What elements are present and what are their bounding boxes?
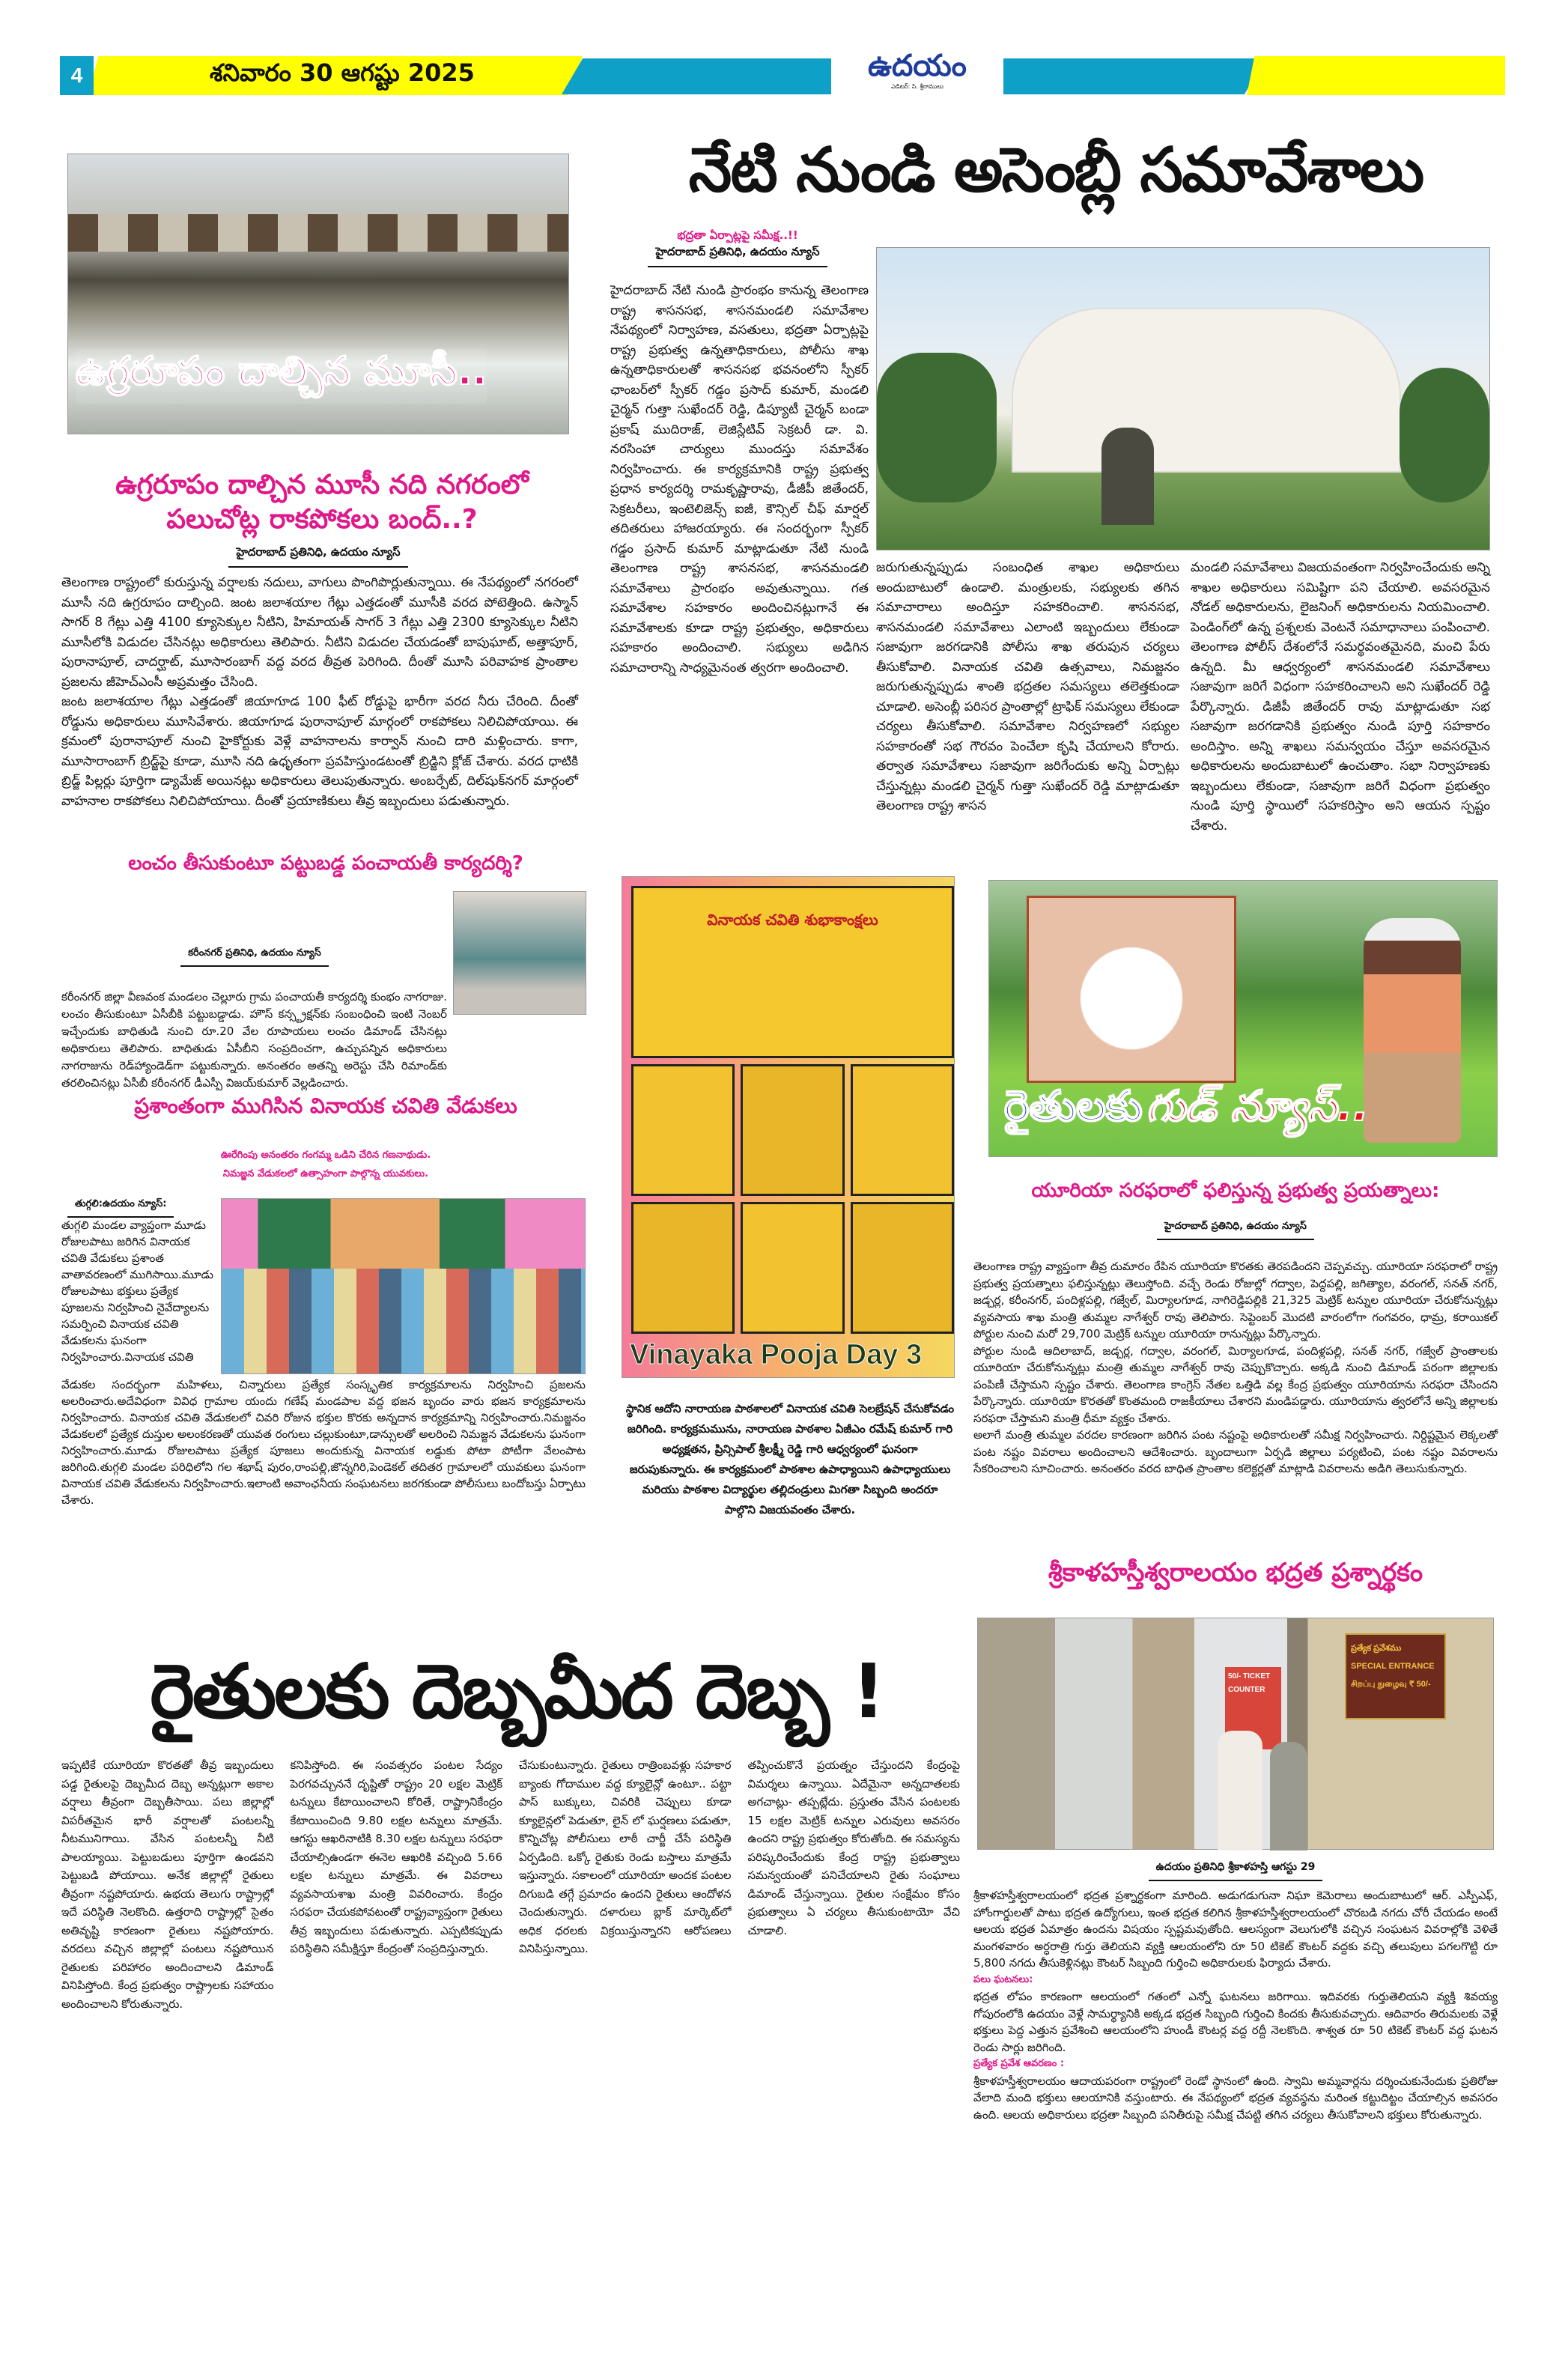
subhead: ప్రత్యేక ప్రవేశ ఆవరణం : bbox=[973, 2058, 1065, 2069]
temple-counter-photo bbox=[977, 1618, 1494, 1850]
paragraph: భద్రత లోపం కారణంగా ఆలయంలో గతంలో ఎన్నో ఘటనలు జరిగాయి. ఇదివరకు గుర్తుతెలియని వ్యక్తి శివయ్య గోపురంలోకి ఉదయం వెళ్లే సామర్థ్యానికి అక్కడ భద్రత సిబ్బంది గుర్తించి కిందకు తీసుకువచ్చారు. ఆదివారం తిరుమలకు వెళ్లే భక్తులు పెద్ద ఎత్తున ప్రవేశించి ఆలయంలోని హుండీ కౌంటర్ల వద్ద రద్దీ నెలకొంది. శాశ్వత రూ 50 టికెట్ కౌంటర్ వద్ద ఘటన రెండు సార్లు జరిగింది. bbox=[973, 1990, 1498, 2054]
byline-text: హైదరాబాద్ ప్రతినిధి, ఉదయం న్యూస్ bbox=[228, 545, 407, 568]
subhead: పలు ఘటనలు: bbox=[973, 1973, 1033, 1985]
paragraph: అలాగే మంత్రి తుమ్మల వరదల కారణంగా జరిగిన పంట నష్టంపై అధికారులతో సమీక్ష నిర్వహించారు. నిర్దిష్టమైన లెక్కలతో పంట నష్టం వివరాలు అందించాలని ఆదేశించారు. బృందాలుగా ఏర్పడి జిల్లాలు పర్యటించి, పంట నష్టం వివరాలను సేకరించాలని సూచించారు. అనంతరం వరద బాధిత ప్రాంతాల కలెక్టర్లతో మాట్లాడి వివరాలను అడిగి తెలుసుకున్నారు. bbox=[973, 1428, 1498, 1475]
byline-text: తుగ్గలి:ఉదయం న్యూస్: bbox=[67, 1198, 174, 1218]
lead-column-2: జరుగుతున్నప్పుడు సంబంధిత శాఖల అధికారులు అందుబాటులో ఉండాలి. మంత్రులకు, సభ్యులకు తగిన సమాచారాలు అందిస్తూ సహకరించాలి. శాసనసభ, శాసనమండలి సమావేశాలు ఎలాంటి ఇబ్బందులు లేకుండా సజావుగా జరగడానికి పోలీసు శాఖ తరుపున చర్యలు తీసుకోవాలి. వినాయక చవితి ఉత్సవాలు, నిమజ్జనం జరుగుతున్నప్పుడు శాంతి భద్రతల సమస్యలు తలెత్తకుండా చూడాలి. అసెంబ్లీ పరిసర ప్రాంతాల్లో ట్రాఫిక్ సమస్యలు లేకుండా చర్యలు తీసుకోవాలి. సమావేశాల నిర్వహణలో సభ్యుల సహకారంతో సభ గౌరవం పెంచేలా కృషి చేయాలని కోరారు. తర్వాత సమావేశాలు సజావుగా జరిగేందుకు అన్ని ఏర్పాట్లు చేస్తున్నట్లు మండలి చైర్మన్ గుత్తా సుఖేందర్ రెడ్డి మాట్లాడుతూ తెలంగాణ రాష్ట్ర శాసన bbox=[876, 560, 1179, 813]
paragraph: తెలంగాణ రాష్ట్రంలో కురుస్తున్న వర్షాలకు నదులు, వాగులు పొంగిపొర్లుతున్నాయి. ఈ నేపథ్యంలో నగరంలో మూసీ నది ఉగ్రరూపం దాల్చింది. జంట జలాశయాల గేట్లు ఎత్తడంతో మూసీకి వరద పోటెత్తింది. ఉస్మాన్ సాగర్ 8 గేట్లు ఎత్తి 4100 క్యూసెక్కుల నీటిని, హిమాయత్ సాగర్ 3 గేట్లు ఎత్తి 2300 క్యూసెక్కుల నీటిని మూసీలోకి విడుదల చేసినట్లు అధికారులు తెలిపారు. నీటిని విడుదల చేయడంతో బాపుఘాట్, అత్తాపూర్, పురానాపూల్, చాదర్ఘాట్, మూసారంబాగ్ వద్ద వరద తీవ్రత పెరిగింది. దీంతో మూసి పరివాహక ప్రాంతాల ప్రజలను జీహెచ్ఎంసీ అప్రమత్తం చేసింది. bbox=[61, 575, 578, 690]
musi-river-photo bbox=[67, 154, 569, 434]
urea-byline bbox=[973, 1221, 1498, 1240]
farmers-column: చేసుకుంటున్నారు. రైతులు రాత్రింబవళ్లు సహకార బ్యాంకు గోదాముల వద్ద క్యూలైన్లో ఉంటూ.. పట్టా పాస్ బుక్కులు, చివరికి చెప్పులు కూడా క్యూలైన్లలో పెడుతూ, లైన్ లో ఘర్షణలు పడుతూ, కొన్నిచోట్ల పోలీసులు లాఠీ చార్జీ చేసే పరిస్థితి ఏర్పడింది. ఒక్కో రైతుకు రెండు బస్తాలు మాత్రమే ఇస్తున్నారు. సకాలంలో యూరియా అందక పంటల దిగుబడి తగ్గే ప్రమాదం ఉందని రైతులు ఆందోళన చెందుతున్నారు. దళారులు బ్లాక్ మార్కెట్‌లో అధిక ధరలకు విక్రయిస్తున్నారని ఆరోపణలు వినిపిస్తున్నాయి. bbox=[519, 1758, 732, 1955]
youth-group-photo bbox=[221, 1198, 586, 1374]
vinayaka-byline bbox=[67, 1198, 180, 1218]
byline-text: హైదరాబాద్ ప్రతినిధి, ఉదయం న్యూస్ bbox=[648, 245, 827, 267]
musi-headline: ఉగ్రరూపం దాల్చిన మూసీ నది నగరంలో పలుచోట్ల రాకపోకలు బంద్..? bbox=[115, 470, 529, 535]
farmers-column: ఇప్పటికే యూరియా కొరతతో తీవ్ర ఇబ్బందులు పడ్డ రైతులపై దెబ్బమీద దెబ్బ అన్నట్లుగా అకాల వర్షాలు తీవ్రంగా దెబ్బతీసాయి. పలు జిల్లాల్లో విపరీతమైన భారీ వర్షాలతో పంటలన్నీ నీటమునిగాయి. వేసిన పంటలన్నీ నీటి పాలయ్యాయి. పెట్టుబడులు పూర్తిగా ఉండవని పెట్టుబడి పోయాయి. అనేక జిల్లాల్లో రైతులు తీవ్రంగా నష్టపోయారు. ఉభయ తెలుగు రాష్ట్రాల్లో ఇదే పరిస్థితి నెలకొంది. ఉత్తరాది రాష్ట్రాల్లో సైతం అతివృష్టి కారణంగా రైతులు నష్టపోయారు. వరదలు వచ్చిన జిల్లాల్లో పంటలు నష్టపోయిన రైతులకు పరిహారం అందించాలని డిమాండ్ వినిపిస్తోంది. కేంద్ర ప్రభుత్వం రాష్ట్రాలకు సహాయం అందించాలని కోరుతున్నారు. bbox=[61, 1758, 274, 2011]
sign-telugu: ప్రత్యేక ప్రవేశము bbox=[1351, 1644, 1402, 1653]
paragraph: శ్రీకాళహస్తీశ్వరాలయం ఆదాయపరంగా రాష్ట్రంలో రెండో స్థానంలో ఉంది. స్వామి అమ్మవార్లను దర్శించుకునేందుకు ప్రతిరోజు వేలాది మంది భక్తులు ఆలయానికి వస్తుంటారు. ఈ నేపథ్యంలో భద్రత వ్యవస్థను మరింత కట్టుదిట్టం చేయాల్సిన అవసరం ఉంది. ఆలయ అధికారులు భద్రతా సిబ్బంది పనితీరుపై సమీక్ష చేపట్టి తగిన చర్యలు తీసుకోవాలని భక్తులు కోరుతున్నారు. bbox=[973, 2074, 1498, 2122]
lead-subhead: భద్రతా ఏర్పాట్లపై సమీక్ష..!! bbox=[677, 228, 798, 242]
header-band-right bbox=[1247, 56, 1505, 95]
vinayaka-subheads bbox=[67, 1146, 584, 1183]
subhead: ఊరేగింపు అనంతరం గంగమ్మ ఒడిని చేరిన గణనాథుడు. bbox=[220, 1150, 431, 1161]
bribe-byline bbox=[64, 947, 446, 967]
musi-photo-caption: ఉగ్రరూపం దాల్చిన మూసీ.. bbox=[76, 349, 487, 404]
temple-byline bbox=[973, 1861, 1498, 1881]
paragraph: పోర్టుల నుండి ఆదిలాబాద్, జడ్చర్ల, గద్వాల, వరంగల్, మిర్యాలగూడ, పందిళ్లపల్లి, సనత్ నగర్, గజ్వేల్ ప్రాంతాలకు యూరియా చేరుకోనున్నట్లు మంత్రి తుమ్మల నాగేశ్వర్ రావు చెప్పుకొచ్చారు. అక్కడి నుంచి డిమాండ్ పరంగా జిల్లాలకు పంపిణీ చేస్తామని స్పష్టం చేశారు. తెలంగాణ కాంగ్రెస్ నేతల ఒత్తిడి వల్ల కేంద్ర ప్రభుత్వం యూరియాను సరఫరా చేసిందని పేర్కొన్నారు. యూరియా కొరతతో కొంతమంది రాజకీయాలు చేశారని మండిపడ్డారు. యూరియాను త్వరలోనే అన్ని జిల్లాలకు సరఫరా చేస్తామని మంత్రి ధీమా వ్యక్తం చేశారు. bbox=[973, 1344, 1498, 1425]
issue-date: శనివారం 30 ఆగష్టు 2025 bbox=[210, 58, 475, 87]
farmers-body bbox=[61, 1756, 960, 2352]
bribe-headline: లంచం తీసుకుంటూ పట్టుబడ్డ పంచాయతీ కార్యదర్శి? bbox=[128, 852, 523, 875]
temple-body bbox=[973, 1887, 1498, 2352]
farmers-column: కనిపిస్తోంది. ఈ సంవత్సరం పంటల సేద్యం పెరగవచ్చుననే దృష్టితో రాష్ట్రం 20 లక్షల మెట్రిక్ టన్నులు కేటాయించాలని కోరితే, రాష్ట్రానికేంద్రం కేటాయించింది 9.80 లక్షల టన్నులు మాత్రమే. ఆగస్టు ఆఖరినాటికి 8.30 లక్షల టన్నులు సరఫరా చేయాల్సిఉండగా ఈనెల ఆఖరికి వచ్చింది 5.66 లక్షల టన్నులు మాత్రమే. ఈ వివరాలు వ్యవసాయశాఖ మంత్రి వివరించారు. కేంద్రం సరఫరా చేయకపోవటంతో రాష్ట్రవ్యాప్తంగా రైతులు తీవ్ర ఇబ్బందులు పడుతున్నారు. ఎప్పటికప్పుడు పరిస్థితిని సమీక్షిస్తూ కేంద్రంతో సంప్రదిస్తున్నారు. bbox=[290, 1758, 502, 1955]
photo-text-farmers: రైతులకు bbox=[1004, 1082, 1143, 1131]
vinayaka-body-2: వేడుకల సందర్భంగా మహిళలు, చిన్నారులు ప్రత్యేక సంస్కృతిక కార్యక్రమాలను నిర్వహించి ప్రజలను అలరించారు.అదేవిధంగా వివిధ గ్రామాల యందు గణేష్ మండపాల వద్ద భజన బృందం వారు భజన కార్యక్రమాలను నిర్వహించారు. వినాయక చవితి వేడుకలలో చివరి రోజున భక్తుల కొరకు అన్నదాన కార్యక్రమాన్ని నిర్వహించారు.నిమజ్జనం వేడుకలలో ప్రత్యేక దుస్తుల అలంకరణతో యువత రంగులు చల్లుకుంటూ,డాన్సులతో అలరించి నిమజ్జన వేడుకలను ఘనంగా నిర్వహించారు.మూడు రోజులపాటు ప్రత్యేక పూజలు అందుకున్న వినాయక లడ్డుకు పోటా పోటీగా వేలంపాట జరిగింది.తుగ్గలి మండల పరిధిలోని గల శభాష్ పురం,రాంపల్లి,జొన్నగిరి,పెండెకల్ తదితర గ్రామాలలో యువకులు ఘనంగా వినాయక చవితి వేడుకలను నిర్వహించారు.ఇలాంటి అవాంఛనీయ సంఘటనలు జరగకుండా పోలీసులు బందోబస్తు ఏర్పాటు చేశారు. bbox=[61, 1378, 586, 1507]
byline-text: హైదరాబాద్ ప్రతినిధి, ఉదయం న్యూస్ bbox=[1157, 1221, 1314, 1240]
lead-byline bbox=[610, 245, 865, 267]
logo-subtext: ఎడిటర్: సి. శ్రీరాములు bbox=[891, 83, 943, 90]
farmers-headline: రైతులకు దెబ్బమీద దెబ్బ ! bbox=[150, 1648, 884, 1735]
musi-byline bbox=[67, 545, 569, 568]
accused-photo bbox=[453, 891, 586, 1015]
temple-headline: శ్రీకాళహస్తీశ్వరాలయం భద్రత ప్రశ్నార్థకం bbox=[1048, 1558, 1423, 1588]
assembly-building-photo bbox=[876, 247, 1490, 550]
special-entrance-sign bbox=[1345, 1633, 1446, 1719]
lead-column-3: మండలి సమావేశాలు విజయవంతంగా నిర్వహించేందుకు అన్ని శాఖల అధికారులు సమిష్టిగా పని చేయాలి. అవసరమైన నోడల్ అధికారులను, లైజనింగ్ అధికారులను నియమించాలి. పెండింగ్‌లో ఉన్న ప్రశ్నలకు వెంటనే సమాధానాలు పంపించాలి. తెలంగాణ పోలీస్ దేశంలోనే సమర్థవంతమైనది, మంచి పేరు ఉన్నది. మీ ఆధ్వర్యంలో శాసనమండలి సమావేశాలు సజావుగా జరిగే విధంగా సహకరించాలని అని సుఖేందర్ రెడ్డి పేర్కొన్నారు. డిజీపీ జితేందర్ రావు మాట్లాడుతూ సభ సజావుగా జరగడానికి ప్రభుత్వం నుండి పూర్తి సహకారం అందిస్తాం. అన్ని శాఖలు సమన్వయం చేస్తూ అవసరమైన అధికారులను అందుబాటులో ఉంచుతాం. సభా నిర్వాహణకు ఇబ్బందులు లేకుండా, సజావుగా జరిగే విధంగా ప్రభుత్వం నుండి పూర్తి స్థాయిలో సహకరిస్తాం అని ఆయన స్పష్టం చేశారు. bbox=[1191, 560, 1490, 834]
paragraph: శ్రీకాళహస్తీశ్వరాలయంలో భద్రత ప్రశ్నార్థకంగా మారింది. అడుగడుగునా నిఘా కెమెరాలు అందుబాటులో ఆర్. ఎస్పీఎఫ్, హోంగార్డులతో పాటు భద్రత ఉద్యోగులు, ఇంత భద్రత కలిగిన శ్రీకాళహస్తీశ్వరాలయంలో చొరబడి నగదు చోరీ చేయడం అంటే ఆలయ భద్రత ఏమాత్రం ఉందను విషయం స్పష్టమవుతోంది. ఆలస్యంగా వెలుగులోకి వచ్చిన సంఘటన వివరాల్లోకి వెళితే మంగళవారం అర్ధరాత్రి గుర్తు తెలియని వ్యక్తి ఆలయంలోని రూ 50 టికెట్ కౌంటర్ వద్దకు వచ్చి తలుపులు పగలగొట్టి రూ 5,800 నగదు తీసుకెళ్లినట్లు కౌంటర్ సిబ్బంది గుర్తించి అధికారులకు ఫిర్యాదు చేశారు. bbox=[973, 1889, 1498, 1970]
pooja-photo-caption: Vinayaka Pooja Day 3 bbox=[630, 1339, 923, 1370]
sign-english: SPECIAL ENTRANCE bbox=[1351, 1662, 1435, 1671]
farmers-column: తప్పించుకొనే ప్రయత్నం చేస్తుందని కేంద్రంపై విమర్శలు ఉన్నాయి. ఏదేమైనా అన్నదాతలకు అగచాట్లు- తప్పట్లేదు. ప్రస్తుతం వేసిన పంటలకు 15 లక్షల మెట్రిక్ టన్నుల ఎరువులు అవసరం ఉందని రాష్ట్ర ప్రభుత్వం కోరుతోంది. ఈ సమస్యను పరిష్కరించేందుకు కేంద్ర రాష్ట్ర ప్రభుత్వాలు సమన్వయంతో పనిచేయాలని రైతు సంఘాలు డిమాండ్ చేస్తున్నాయి. రైతుల సంక్షేమం కోసం ప్రభుత్వాలు ఏ చర్యలు తీసుకుంటాయో వేచి చూడాలి. bbox=[747, 1758, 960, 1937]
page-number: 4 bbox=[60, 56, 94, 95]
byline-text: కరీంనగర్ ప్రతినిధి, ఉదయం న్యూస్ bbox=[180, 947, 328, 967]
byline-text: ఉదయం ప్రతినిధి శ్రీకాళహస్తి ఆగస్టు 29 bbox=[1149, 1861, 1323, 1881]
musi-body bbox=[61, 573, 578, 809]
subhead: నిమజ్జన వేడుకలలో ఉత్సాహంగా పాల్గొన్న యువకులు. bbox=[222, 1168, 429, 1180]
paragraph: జంట జలాశయాల గేట్లు ఎత్తడంతో జియాగూడ 100 ఫీట్ రోడ్డుపై భారీగా వరద నీరు చేరింది. దీంతో రోడ్డును అధికారులు మూసివేశారు. జియాగూడ పురానాపూల్ మార్గంలో రాకపోకలు నిలిచిపోయాయి. ఈ క్రమంలో పురానాపూల్ నుంచి హైకోర్టుకు వెళ్లే వాహనాలను కార్వాన్ నుంచి దారి మళ్లించారు. కాగా, మూసారాంబాగ్ బ్రిడ్జ్‌పై కూడా, మూసి నది ఉధృతంగా ప్రవహిస్తుండటంతో బ్రిడ్జిని క్లోజ్ చేశారు. వరద ధాటికి బ్రిడ్జ్ పిల్లర్లు పూర్తిగా డ్యామేజ్ అయినట్లు అధికారులు తెలుపుతున్నారు. అంబర్పేట్, దిల్‌షుక్‌నగర్ మార్గంలో వాహనాల రాకపోకలు నిలిచిపోయాయి. దీంతో ప్రయాణికులు తీవ్ర ఇబ్బందులు పడుతున్నారు. bbox=[61, 694, 578, 809]
ticket-counter-sign: 50/- TICKET COUNTER bbox=[1225, 1667, 1281, 1749]
logo-text: ఉదయం bbox=[868, 49, 967, 83]
masthead-logo bbox=[831, 49, 1003, 97]
photo-text-good-news: గుడ్ న్యూస్.. bbox=[1146, 1082, 1369, 1131]
urea-headline: యూరియా సరఫరాలో ఫలిస్తున్న ప్రభుత్వ ప్రయత్నాలు: bbox=[1031, 1180, 1440, 1202]
lead-headline: నేటి నుండి అసెంబ్లీ సమావేశాలు bbox=[688, 135, 1423, 206]
vinayaka-headline: ప్రశాంతంగా ముగిసిన వినాయక చవితి వేడుకలు bbox=[134, 1093, 517, 1118]
pooja-caption: స్థానిక ఆదోని నారాయణ పాఠశాలలో వినాయక చవితి సెలబ్రేషన్ చేసుకోవడం జరిగింది. కార్యక్రమమును, నారాయణ పాఠశాల ఏజీఎం రమేష్ కుమార్ గారి అధ్యక్షతన, ప్రిన్సిపాల్ శ్రీలక్ష్మీ రెడ్డి గారి ఆధ్వర్యంలో ఘనంగా జరుపుకున్నారు. ఈ కార్యక్రమంలో పాఠశాల ఉపాధ్యాయిని ఉపాధ్యాయులు మరియు పాఠశాల విద్యార్థుల తల్లిదండ్రులు మిగతా సిబ్బంది అందరూ పాల్గొని విజయవంతం చేశారు. bbox=[625, 1402, 955, 1517]
vinayaka-pooja-collage bbox=[622, 876, 955, 1378]
paragraph: తెలంగాణ రాష్ట్ర వ్యాప్తంగా తీవ్ర దుమారం రేపిన యూరియా కొరతకు తెరపడిందని చెప్పవచ్చు. యూరియా సరఫరాలో రాష్ట్ర ప్రభుత్వ ప్రయత్నాలు ఫలిస్తున్నట్లు తెలుస్తోంది. వచ్చే రెండు రోజుల్లో గద్వాల, పెద్దపల్లి, జగిత్యాల, వరంగల్, సనత్ నగర్, జడ్చర్ల, కరీంనగర్, పందిళ్లపల్లి, గజ్వేల్, మిర్యాలగూడ, నాగిరెడ్డిపల్లికి 21,325 మెట్రిక్ టన్నుల యూరియా చేరుకోనున్నట్లు వ్యవసాయ శాఖ మంత్రి తుమ్మల నాగేశ్వర్ రావు తెలిపారు. సెప్టెంబర్ మొదటి వారంలోగా గంగవరం, ధామ్ర, కరాయికల్ పోర్టుల నుంచి మరో 29,700 మెట్రిక్ టన్నుల యూరియా రానున్నట్లు పేర్కొన్నారు. bbox=[973, 1260, 1498, 1341]
sign-tamil: சிறப்பு நுழைவு bbox=[1351, 1680, 1407, 1689]
farmer-urea-photo bbox=[988, 880, 1498, 1157]
bribe-body: కరీంనగర్ జిల్లా వీణవంక మండలం చెల్లూరు గ్రామ పంచాయతీ కార్యదర్శి కుంభం నాగరాజు. లంచం తీసుకుంటూ ఏసీబీకి పట్టుబడ్డాడు. హౌస్ కన్స్ట్రక్షన్‌కు సంబంధించి ఇంటి నెంబర్ ఇచ్చేందుకు బాధితుడి నుంచి రూ.20 వేల రూపాయలు లంచం డిమాండ్ చేసినట్లు అధికారులు తెలిపారు. బాధితుడు ఏసీబీని సంప్రదించగా, ఉచ్చుపన్నిన అధికారులు నాగరాజును రెడ్‌హ్యాండెడ్‌గా పట్టుకున్నారు. అనంతరం అతన్ని అరెస్టు చేసి రిమాండ్‌కు తరలించినట్లు ఏసీబీ కరీంనగర్ డీఎస్పీ విజయ్‌కుమార్ వెల్లడించారు. bbox=[61, 990, 447, 1090]
vinayaka-body-1: తుగ్గలి మండల వ్యాప్తంగా మూడు రోజులపాటు జరిగిన వినాయక చవితి వేడుకలు ప్రశాంత వాతావరణంలో ముగిసాయి.మూడు రోజులపాటు భక్తులు ప్రత్యేక పూజలను నిర్వహించి నైవేద్యాలను సమర్పించి వినాయక చవితి వేడుకలను ఘనంగా నిర్వహించారు.వినాయక చవితి bbox=[61, 1218, 213, 1364]
lead-column-1: హైదరాబాద్ నేటి నుండి ప్రారంభం కానున్న తెలంగాణ రాష్ట్ర శాసనసభ, శాసనమండలి సమావేశాల నేపథ్యంలో నిర్వాహణ, వసతులు, భద్రతా ఏర్పాట్లపై రాష్ట్ర ప్రభుత్వ ఉన్నతాధికారులు, పోలీసు శాఖ ఉన్నతాధికారులతో శాసనసభ భవనంలోని స్పీకర్ ఛాంబర్‌లో స్పీకర్ గడ్డం ప్రసాద్ కుమార్, మండలి చైర్మన్ గుత్తా సుఖేందర్ రెడ్డి, డిప్యూటీ చైర్మన్ బండా ప్రకాష్ ముదిరాజ్, లెజిస్లేటివ్ సెక్రటరీ డా. వి. నరసింహా చార్యులు ముందస్తు సమావేశం నిర్వహించారు. ఈ కార్యక్రమానికి రాష్ట్ర ప్రభుత్వ ప్రధాన కార్యదర్శి రామకృష్ణారావు, డీజీపీ జితేందర్, సెక్రటరీలు, ఇంటెలిజెన్స్ ఐజీ, కౌన్సిల్ చీఫ్ మార్షల్ తదితరులు హాజరయ్యారు. ఈ సందర్భంగా స్పీకర్ గడ్డం ప్రసాద్ కుమార్ మాట్లాడుతూ నేటి నుండి తెలంగాణ రాష్ట్ర శాసనసభ, శాసనమండలి సమావేశాలు ప్రారంభం అవుతున్నాయి. గత సమావేశాల సహకారం అందించినట్లుగానే ఈ సమావేశాలకు కూడా రాష్ట్ర ప్రభుత్వం, అధికారులు సహకారం అందించాలి. సభ్యులు అడిగిన సమాచారాన్ని సాధ్యమైనంత త్వరగా అందించాలి. bbox=[610, 283, 869, 676]
urea-body bbox=[973, 1258, 1498, 1539]
sign-price: ₹ 50/- bbox=[1409, 1680, 1431, 1689]
pooja-banner: వినాయక చవితి శుభాకాంక్షలు bbox=[707, 911, 878, 929]
